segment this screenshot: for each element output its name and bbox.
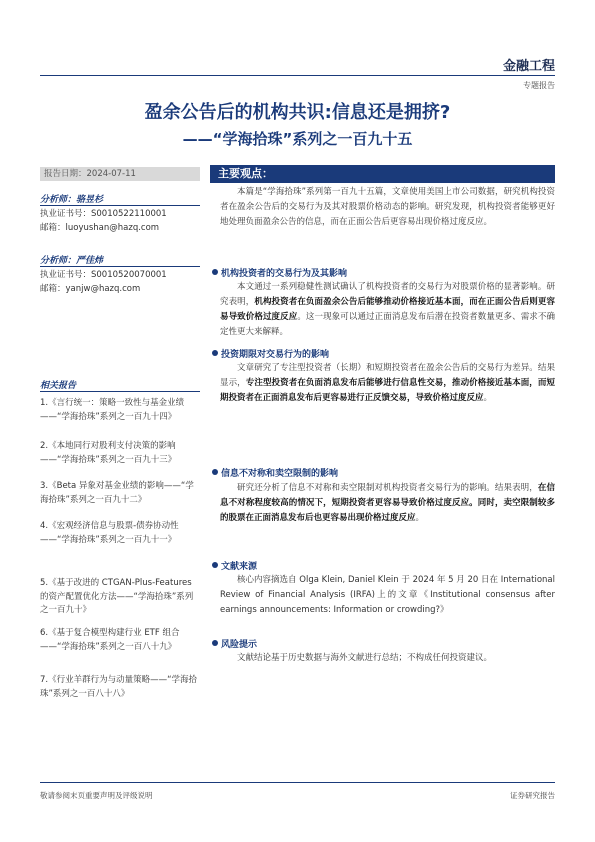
related-report-item[interactable]: 3.《Beta 异象对基金业绩的影响——“学海拾珠”系列之一百九十二》 <box>40 481 194 505</box>
footer-disclaimer[interactable]: 敬请参阅末页重要声明及评级说明 <box>40 791 153 800</box>
report-date: 报告日期：2024-07-11 <box>40 167 200 181</box>
section-paragraph <box>220 481 555 526</box>
section-title-text: 风险提示 <box>221 640 258 650</box>
bullet-icon <box>212 469 218 475</box>
report-subtitle: ——“学海拾珠”系列之一百九十五 <box>182 130 413 148</box>
section-title <box>212 559 257 572</box>
section-paragraph <box>220 361 555 406</box>
section-title-text: 信息不对称和卖空限制的影响 <box>221 469 339 479</box>
related-report-item[interactable]: 1.《言行统一：策略一致性与基金业绩——“学海拾珠”系列之一百九十四》 <box>40 398 185 422</box>
section-bold-text: 机构投资者在负面盈余公告后能够推动价格接近基本面，而在正面公告后则更容易导致价格过度反应 <box>220 297 555 322</box>
analyst-1-cert: 执业证书号：S0010522110001 <box>40 209 167 219</box>
bullet-icon <box>212 640 218 646</box>
section-title-text: 投资期限对交易行为的影响 <box>221 350 330 360</box>
analyst-2-email[interactable]: 邮箱：yanjw@hazq.com <box>40 284 141 294</box>
report-title: 盈余公告后的机构共识:信息还是拥挤? <box>144 102 451 123</box>
bullet-icon <box>212 350 218 356</box>
section-paragraph <box>220 573 555 618</box>
bullet-icon <box>212 562 218 568</box>
intro-paragraph: 本篇是“学海拾珠”系列第一百九十五篇，文章使用美国上市公司数据，研究机构投资者在盈余公告后的交易行为及其对股票价格动态的影响。研究发现，机构投资者能够更好地处理负面盈余公告的信息，而在正面公告后更容易出现价格过度反应。 <box>220 187 555 227</box>
footer-label: 证券研究报告 <box>510 791 555 800</box>
section-text: 。 <box>415 513 425 523</box>
main-points-heading: 主要观点： <box>218 167 273 180</box>
related-report-item[interactable]: 7.《行业羊群行为与动量策略——“学海拾珠”系列之一百八十八》 <box>40 675 198 699</box>
analyst-1-divider <box>40 205 200 206</box>
report-category: 金融工程 <box>502 59 555 74</box>
footer-divider <box>40 782 555 783</box>
section-text: 。 <box>483 393 493 403</box>
related-report-item[interactable]: 5.《基于改进的 CTGAN-Plus-Features 的资产配置优化方法——“学海拾珠”系列之一百九十》 <box>40 578 194 615</box>
analyst-1-email[interactable]: 邮箱：luoyushan@hazq.com <box>40 223 160 233</box>
section-title-text: 文献来源 <box>221 562 258 572</box>
section-text: 。这一现象可以通过正面消息发布后潜在投资者数量更多、需求不确定性更大来解释。 <box>220 312 555 337</box>
related-reports-divider <box>40 391 200 392</box>
related-reports-heading: 相关报告 <box>40 381 77 391</box>
section-bold-text: 专注型投资者在负面消息发布后能够进行信息性交易，推动价格接近基本面，而短期投资者在正面消息发布后更容易进行正反馈交易，导致价格过度反应 <box>220 378 555 403</box>
report-type: 专题报告 <box>523 81 555 90</box>
section-bold-text: 在信息不对称程度较高的情况下，短期投资者更容易导致价格过度反应。同时，卖空限制较多的股票在正面消息发布后也更容易出现价格过度反应 <box>220 483 555 523</box>
section-title-text: 机构投资者的交易行为及其影响 <box>221 269 348 279</box>
section-title <box>212 266 347 279</box>
analyst-2-divider <box>40 266 200 267</box>
section-paragraph <box>220 651 555 666</box>
section-text: 研究还分析了信息不对称和卖空限制对机构投资者交易行为的影响。结果表明， <box>237 483 538 493</box>
section-title <box>212 466 338 479</box>
analyst-1-name: 分析师：骆昱杉 <box>40 195 104 205</box>
section-text: 核心内容摘选自 Olga Klein, Daniel Klein 于 2024 年 5 月 20 日在 International Review of Financial Analysis (IRFA)上的文章《Institutional consensus after earnings announcements: Information or crowding?》 <box>220 575 555 615</box>
section-title <box>212 637 257 650</box>
related-report-item[interactable]: 2.《本地同行对股利支付决策的影响——“学海拾珠”系列之一百九十三》 <box>40 441 177 465</box>
section-title <box>212 347 329 360</box>
analyst-2-cert: 执业证书号：S0010520070001 <box>40 270 167 280</box>
section-paragraph <box>220 280 555 340</box>
section-text: 文献结论基于历史数据与海外文献进行总结；不构成任何投资建议。 <box>237 653 493 663</box>
analyst-2-name: 分析师：严佳炜 <box>40 256 104 266</box>
related-report-item[interactable]: 6.《基于复合模型构建行业 ETF 组合——“学海拾珠”系列之一百八十九》 <box>40 628 180 652</box>
related-report-item[interactable]: 4.《宏观经济信息与股票-债券协动性——“学海拾珠”系列之一百九十一》 <box>40 521 179 545</box>
bullet-icon <box>212 269 218 275</box>
header-divider <box>40 75 555 76</box>
section-text: 本文通过一系列稳健性测试确认了机构投资者的交易行为对股票价格的显著影响。研究表明， <box>220 282 555 307</box>
section-text: 文章研究了专注型投资者（长期）和短期投资者在盈余公告后的交易行为差异。结果显示， <box>220 363 555 388</box>
